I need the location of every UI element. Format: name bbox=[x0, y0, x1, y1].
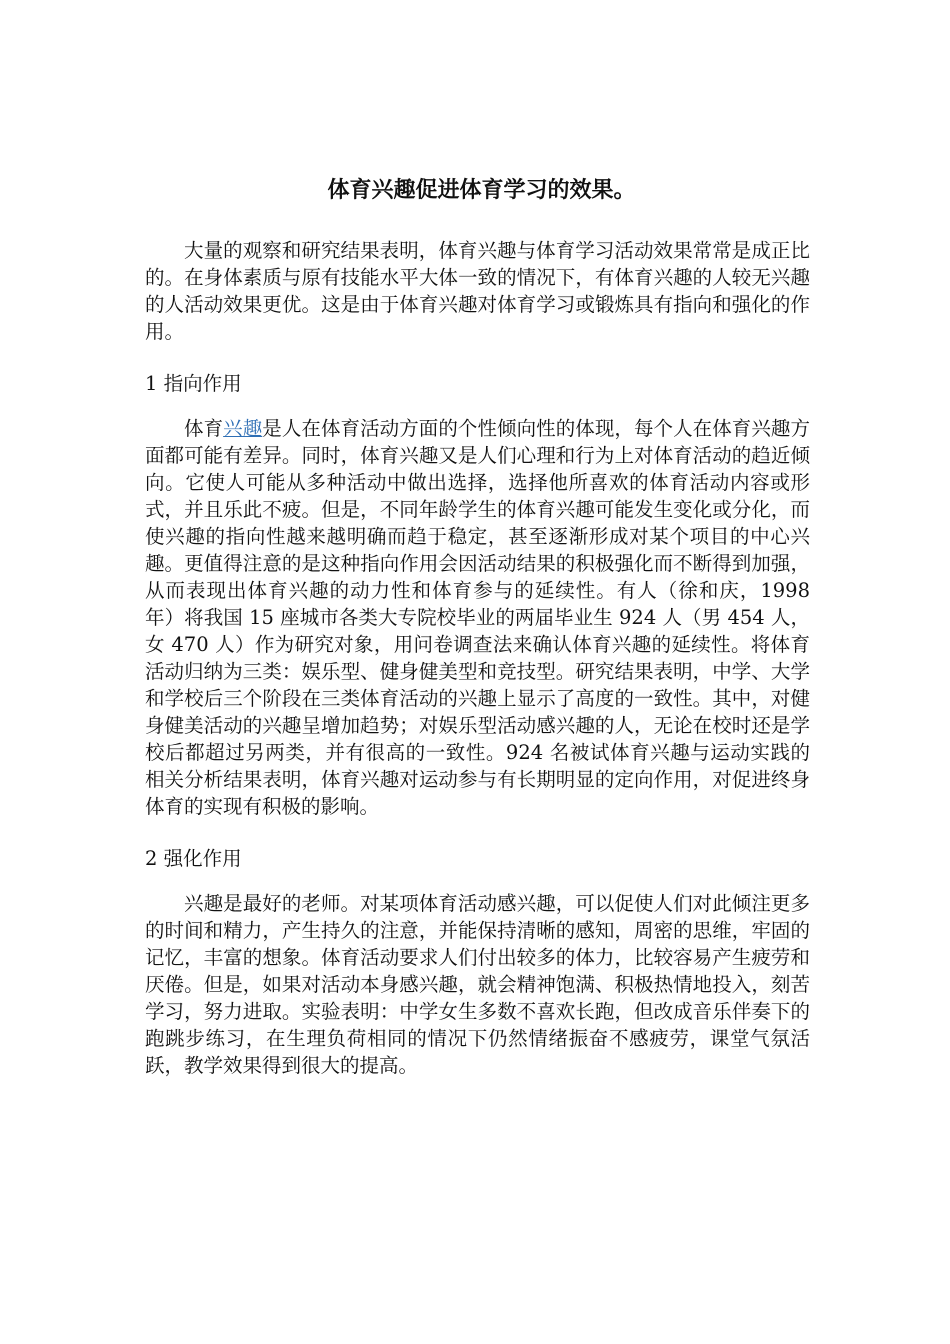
section-1-heading: 1 指向作用 bbox=[145, 372, 242, 395]
section-2-paragraph: 兴趣是最好的老师。对某项体育活动感兴趣，可以促使人们对此倾注更多的时间和精力，产生持久的注意，并能保持清晰的感知，周密的思维，牢固的记忆，丰富的想象。体育活动要求人们付出较多的体力，比较容易产生疲劳和厌倦。但是，如果对活动本身感兴趣，就会精神饱满、积极热情地投入，刻苦学习，努力进取。实验表明：中学女生多数不喜欢长跑，但改成音乐伴奏下的跑跳步练习，在生理负荷相同的情况下仍然情绪振奋不感疲劳，课堂气氛活跃，教学效果得到很大的提高。 bbox=[145, 892, 810, 1077]
section-1-body-text: 是人在体育活动方面的个性倾向性的体现，每个人在体育兴趣方面都可能有差异。同时，体育兴趣又是人们心理和行为上对体育活动的趋近倾向。它使人可能从多种活动中做出选择，选择他所喜欢的体育活动内容或形式，并且乐此不疲。但是，不同年龄学生的体育兴趣可能发生变化或分化，而使兴趣的指向性越来越明确而趋于稳定，甚至逐渐形成对某个项目的中心兴趣。更值得注意的是这种指向作用会因活动结果的积极强化而不断得到加强，从而表现出体育兴趣的动力性和体育参与的延续性。有人（徐和庆，1998 年）将我国 15 座城市各类大专院校毕业的两届毕业生 924 人（男 454 人，女 470 人）作为研究对象，用问卷调查法来确认体育兴趣的延续性。将体育活动归纳为三类：娱乐型、健身健美型和竞技型。研究结果表明，中学、大学和学校后三个阶段在三类体育活动的兴趣上显示了高度的一致性。其中，对健身健美活动的兴趣呈增加趋势；对娱乐型活动感兴趣的人，无论在校时还是学校后都超过另两类，并有很高的一致性。924 名被试体育兴趣与运动实践的相关分析结果表明，体育兴趣对运动参与有长期明显的定向作用，对促进终身体育的实现有积极的影响。 bbox=[145, 417, 810, 818]
document-body bbox=[145, 170, 810, 1079]
interest-link[interactable]: 兴趣 bbox=[223, 417, 263, 440]
section-1-lead-text: 体育 bbox=[184, 417, 224, 440]
section-1-paragraph bbox=[145, 415, 810, 820]
section-2-heading: 2 强化作用 bbox=[145, 847, 242, 870]
document-title: 体育兴趣促进体育学习的效果。 bbox=[327, 177, 636, 203]
intro-paragraph: 大量的观察和研究结果表明，体育兴趣与体育学习活动效果常常是成正比的。在身体素质与原有技能水平大体一致的情况下，有体育兴趣的人较无兴趣的人活动效果更优。这是由于体育兴趣对体育学习或锻炼具有指向和强化的作用。 bbox=[145, 239, 810, 343]
